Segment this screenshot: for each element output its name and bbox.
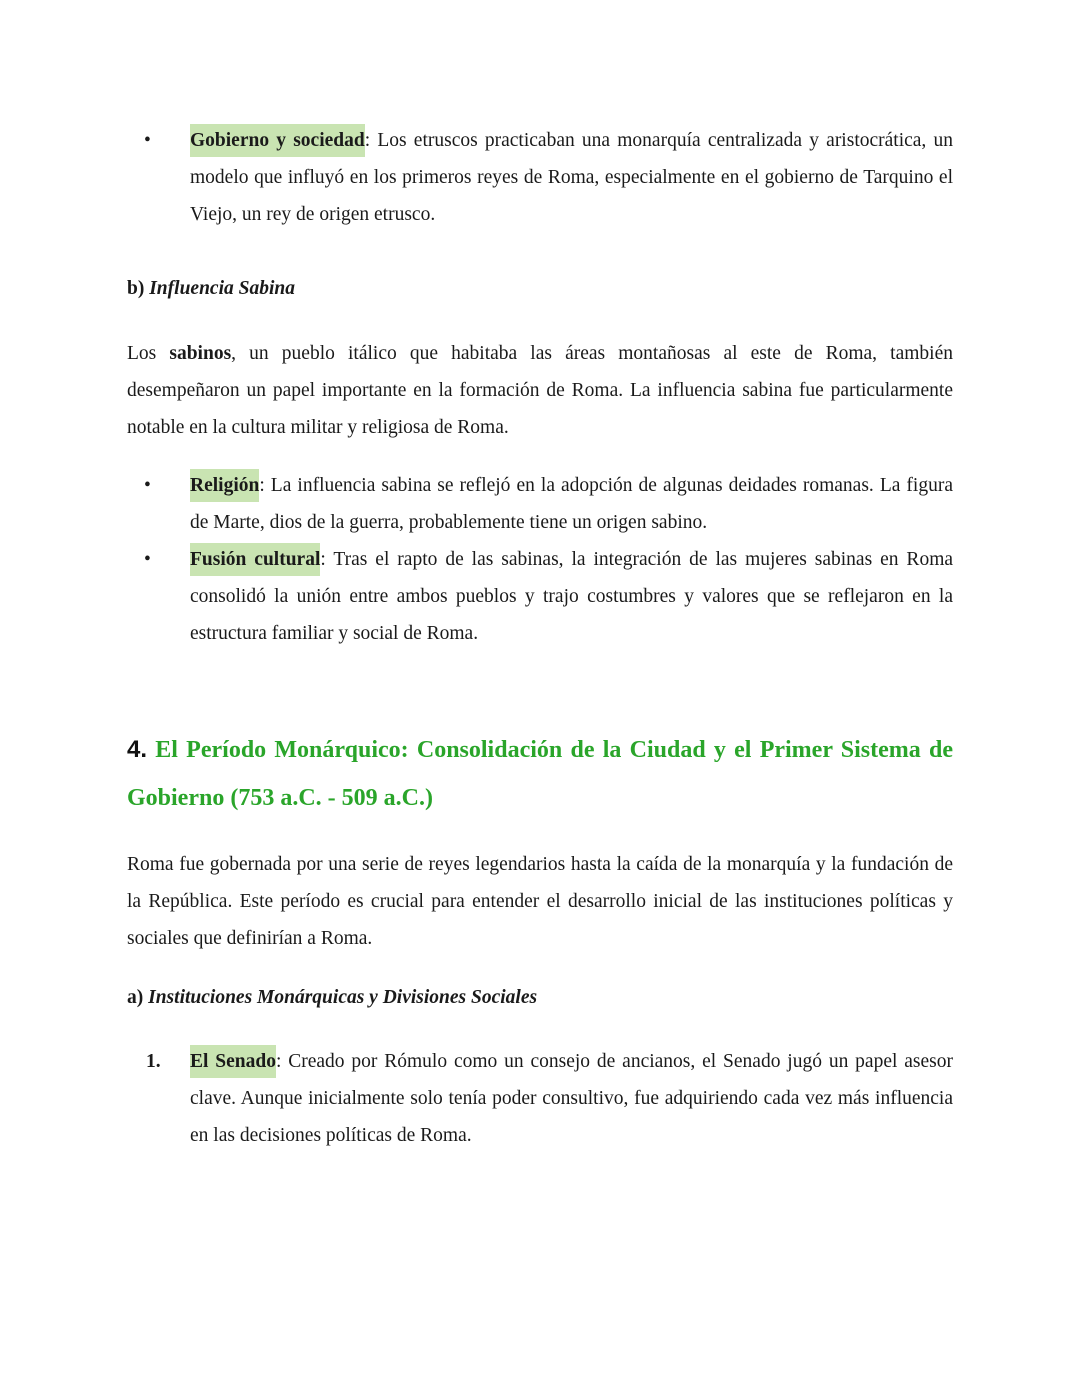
highlighted-term: Religión <box>190 469 259 502</box>
item-text: : Los etruscos practicaban una monarquía centralizada y aristocrática, un modelo que influyó en los primeros reyes de Roma, especialmente en el gobierno de Tarquino el Viejo, un rey de origen etrusco. <box>190 130 953 225</box>
subheading-sabina <box>127 270 953 307</box>
paragraph <box>127 335 953 446</box>
subheading-instituciones <box>127 979 953 1016</box>
sub-label: a) <box>127 987 144 1008</box>
list-number: 1. <box>146 1051 161 1072</box>
bullet-icon: • <box>144 475 151 496</box>
item-text: : Creado por Rómulo como un consejo de ancianos, el Senado jugó un papel asesor clave. Aunque inicialmente solo tenía poder consultivo, fue adquiriendo cada vez más influencia en las decisiones políticas de Roma. <box>190 1051 953 1146</box>
paragraph: Roma fue gobernada por una serie de reyes legendarios hasta la caída de la monarquía y la fundación de la República. Este período es crucial para entender el desarrollo inicial de las instituciones políticas y sociales que definirían a Roma. <box>127 854 953 949</box>
section-heading <box>127 726 953 822</box>
highlighted-term: Gobierno y sociedad <box>190 124 365 157</box>
bullet-icon: • <box>144 549 151 570</box>
bullet-icon: • <box>144 130 151 151</box>
text: , un pueblo itálico que habitaba las áreas montañosas al este de Roma, también desempeñaron un papel importante en la formación de Roma. La influencia sabina fue particularmente notable en la cultura militar y religiosa de Roma. <box>127 343 953 438</box>
list-item <box>190 467 953 541</box>
highlighted-term: El Senado <box>190 1045 276 1078</box>
highlighted-term: Fusión cultural <box>190 543 320 576</box>
item-text: : Tras el rapto de las sabinas, la integración de las mujeres sabinas en Roma consolidó la unión entre ambos pueblos y trajo costumbres y valores que se reflejaron en la estructura familiar y social de Roma. <box>190 549 954 644</box>
item-text: : La influencia sabina se reflejó en la adopción de algunas deidades romanas. La figura de Marte, dios de la guerra, probablemente tiene un origen sabino. <box>190 475 953 533</box>
text: Los <box>127 343 170 364</box>
bold-term: sabinos <box>169 343 232 364</box>
list-item <box>190 541 953 652</box>
sub-label: b) <box>127 278 145 299</box>
sub-title: Instituciones Monárquicas y Divisiones Sociales <box>148 987 538 1008</box>
list-item <box>190 122 953 233</box>
section-number: 4. <box>127 736 148 763</box>
section-title: El Período Monárquico: Consolidación de la Ciudad y el Primer Sistema de Gobierno (753 a.C. - 509 a.C.) <box>127 737 954 811</box>
list-item <box>190 1043 953 1154</box>
sub-title: Influencia Sabina <box>149 278 295 299</box>
